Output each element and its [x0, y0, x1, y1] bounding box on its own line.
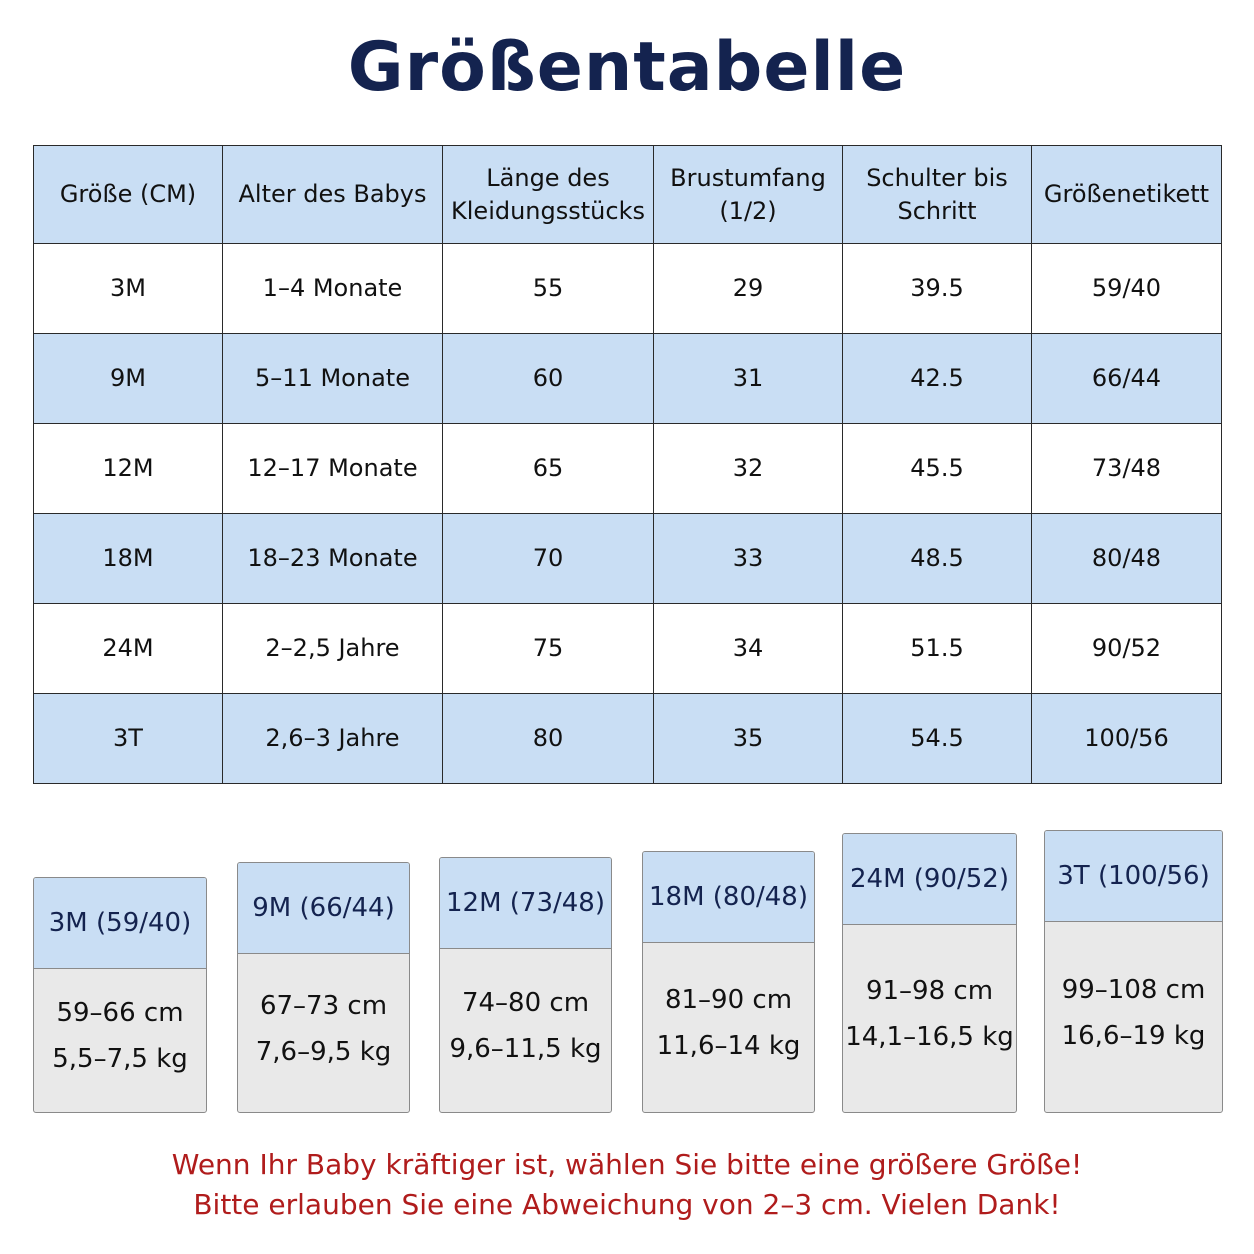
table-row — [34, 514, 1222, 604]
table-cell: 3T — [34, 694, 223, 784]
table-header-row — [34, 146, 1222, 244]
table-cell: 1–4 Monate — [223, 244, 443, 334]
label-card-title: 12M (73/48) — [440, 858, 611, 949]
table-cell: 18–23 Monate — [223, 514, 443, 604]
table-cell: 2–2,5 Jahre — [223, 604, 443, 694]
table-cell: 90/52 — [1032, 604, 1222, 694]
header-age: Alter des Babys — [223, 146, 443, 244]
label-card-title: 3T (100/56) — [1045, 831, 1222, 922]
table-cell: 33 — [654, 514, 843, 604]
table-cell: 54.5 — [843, 694, 1032, 784]
size-label-card-3m — [33, 877, 207, 1113]
table-cell: 80/48 — [1032, 514, 1222, 604]
table-cell: 12M — [34, 424, 223, 514]
label-card-title: 3M (59/40) — [34, 878, 206, 969]
label-card-weight: 9,6–11,5 kg — [449, 1034, 602, 1064]
table-cell: 100/56 — [1032, 694, 1222, 784]
label-card-weight: 16,6–19 kg — [1061, 1020, 1206, 1051]
table-cell: 66/44 — [1032, 334, 1222, 424]
label-card-height: 99–108 cm — [1061, 974, 1206, 1005]
table-cell: 60 — [443, 334, 654, 424]
label-card-height: 74–80 cm — [461, 988, 590, 1018]
table-cell: 32 — [654, 424, 843, 514]
label-card-body — [34, 968, 206, 1112]
header-length: Länge des Kleidungsstücks — [443, 146, 654, 244]
label-card-height: 59–66 cm — [56, 998, 184, 1028]
table-row — [34, 244, 1222, 334]
table-cell: 34 — [654, 604, 843, 694]
table-cell: 31 — [654, 334, 843, 424]
label-card-weight: 14,1–16,5 kg — [845, 1022, 1014, 1052]
label-card-title: 9M (66/44) — [238, 863, 409, 954]
table-cell: 35 — [654, 694, 843, 784]
label-card-title: 18M (80/48) — [643, 852, 814, 943]
header-chest: Brustumfang (1/2) — [654, 146, 843, 244]
page-title: Größentabelle — [347, 28, 907, 107]
size-table — [33, 145, 1222, 784]
table-cell: 80 — [443, 694, 654, 784]
header-size: Größe (CM) — [34, 146, 223, 244]
table-cell: 45.5 — [843, 424, 1032, 514]
table-row — [34, 604, 1222, 694]
table-cell: 51.5 — [843, 604, 1032, 694]
label-card-body — [643, 942, 814, 1112]
label-card-weight: 11,6–14 kg — [656, 1031, 801, 1061]
table-row — [34, 424, 1222, 514]
header-size-label: Größenetikett — [1032, 146, 1222, 244]
label-card-height: 81–90 cm — [664, 985, 793, 1015]
table-cell: 12–17 Monate — [223, 424, 443, 514]
label-card-body — [1045, 921, 1222, 1112]
table-cell: 65 — [443, 424, 654, 514]
label-card-height: 91–98 cm — [865, 976, 994, 1006]
label-card-body — [843, 924, 1016, 1112]
footer-note-1: Wenn Ihr Baby kräftiger ist, wählen Sie bitte eine größere Größe! — [171, 1148, 1083, 1181]
size-label-card-12m — [439, 857, 612, 1113]
header-shoulder-crotch: Schulter bis Schritt — [843, 146, 1032, 244]
size-label-card-24m — [842, 833, 1017, 1113]
table-cell: 9M — [34, 334, 223, 424]
table-row — [34, 694, 1222, 784]
table-cell: 39.5 — [843, 244, 1032, 334]
table-cell: 70 — [443, 514, 654, 604]
size-label-card-3t — [1044, 830, 1223, 1113]
table-cell: 42.5 — [843, 334, 1032, 424]
size-label-card-9m — [237, 862, 410, 1113]
label-card-title: 24M (90/52) — [843, 834, 1016, 925]
footer-note-2: Bitte erlauben Sie eine Abweichung von 2–3 cm. Vielen Dank! — [193, 1188, 1061, 1221]
table-cell: 48.5 — [843, 514, 1032, 604]
table-cell: 2,6–3 Jahre — [223, 694, 443, 784]
label-card-height: 67–73 cm — [259, 990, 388, 1021]
label-card-weight: 5,5–7,5 kg — [52, 1044, 188, 1074]
size-label-card-18m — [642, 851, 815, 1113]
table-cell: 55 — [443, 244, 654, 334]
table-cell: 18M — [34, 514, 223, 604]
table-cell: 5–11 Monate — [223, 334, 443, 424]
table-cell: 3M — [34, 244, 223, 334]
table-cell: 29 — [654, 244, 843, 334]
table-cell: 24M — [34, 604, 223, 694]
table-cell: 73/48 — [1032, 424, 1222, 514]
table-cell: 59/40 — [1032, 244, 1222, 334]
table-row — [34, 334, 1222, 424]
label-card-weight: 7,6–9,5 kg — [255, 1036, 392, 1067]
label-card-body — [238, 953, 409, 1112]
table-cell: 75 — [443, 604, 654, 694]
label-card-body — [440, 948, 611, 1112]
